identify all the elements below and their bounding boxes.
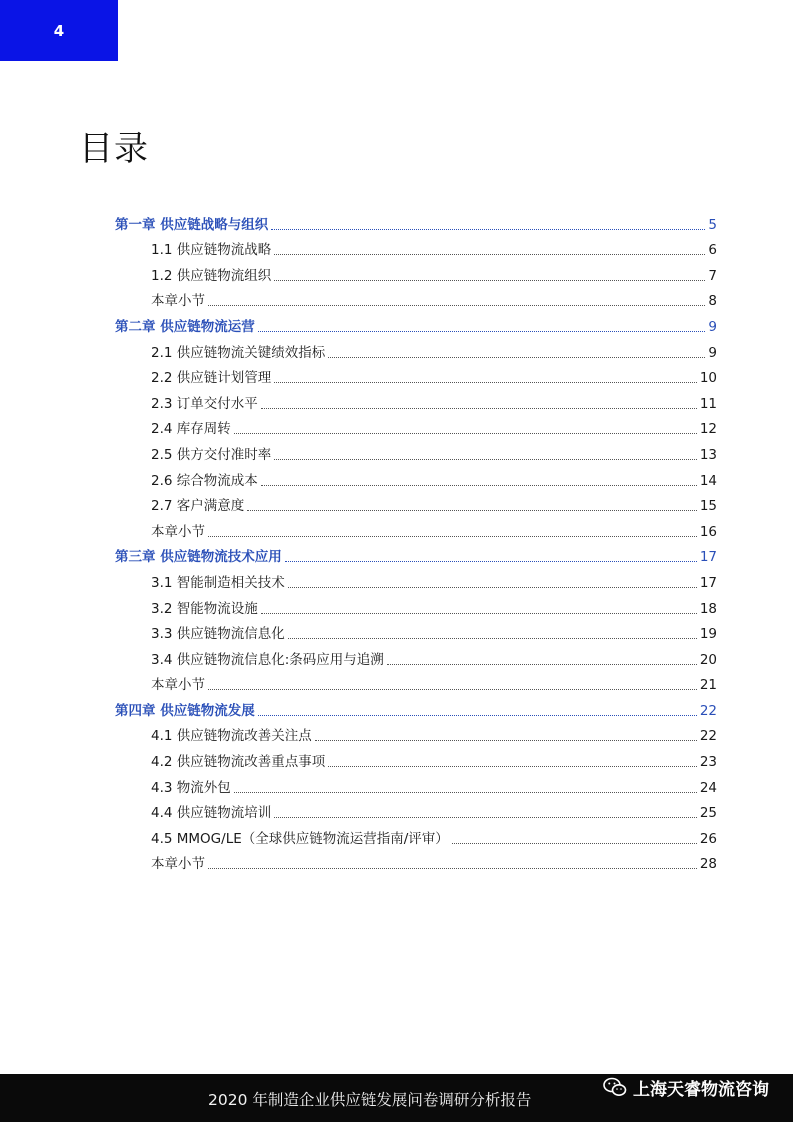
toc-chapter-entry[interactable] (115, 541, 717, 567)
toc-dot-leader (247, 510, 697, 511)
toc-dot-leader (234, 433, 697, 434)
toc-entry-page: 8 (708, 293, 717, 310)
toc-section-entry[interactable] (115, 259, 717, 285)
footer-brand-name: 上海天睿物流咨询 (633, 1079, 769, 1100)
toc-entry-label: 1.2 供应链物流组织 (151, 267, 272, 284)
toc-section-entry[interactable] (115, 515, 717, 541)
table-of-contents (115, 208, 717, 873)
toc-entry-page: 13 (699, 446, 717, 463)
toc-dot-leader (315, 740, 697, 741)
toc-entry-page: 21 (699, 677, 717, 694)
toc-entry-label: 第三章 供应链物流技术应用 (115, 549, 282, 566)
toc-dot-leader (208, 689, 697, 690)
toc-dot-leader (208, 536, 697, 537)
toc-section-entry[interactable] (115, 336, 717, 362)
toc-dot-leader (274, 254, 705, 255)
toc-entry-label: 3.2 智能物流设施 (151, 600, 258, 617)
toc-entry-page: 16 (699, 523, 717, 540)
toc-dot-leader (261, 613, 697, 614)
toc-entry-label: 2.5 供方交付准时率 (151, 446, 272, 463)
toc-section-entry[interactable] (115, 413, 717, 439)
toc-section-entry[interactable] (115, 438, 717, 464)
toc-entry-label: 1.1 供应链物流战略 (151, 242, 272, 259)
toc-entry-page: 20 (699, 651, 717, 668)
toc-entry-page: 9 (708, 344, 717, 361)
toc-dot-leader (274, 459, 697, 460)
toc-section-entry[interactable] (115, 643, 717, 669)
page-number: 4 (53, 21, 65, 40)
toc-entry-page: 5 (708, 216, 717, 233)
toc-chapter-entry[interactable] (115, 694, 717, 720)
footer-bar (0, 1074, 793, 1122)
toc-entry-label: 2.3 订单交付水平 (151, 395, 258, 412)
toc-section-entry[interactable] (115, 490, 717, 516)
footer-report-title: 2020 年制造企业供应链发展问卷调研分析报告 (208, 1091, 532, 1109)
toc-section-entry[interactable] (115, 848, 717, 874)
toc-entry-label: 本章小节 (151, 523, 205, 540)
toc-entry-page: 24 (699, 779, 717, 796)
page-title: 目录 (79, 128, 149, 169)
toc-entry-page: 14 (699, 472, 717, 489)
toc-entry-label: 2.7 客户满意度 (151, 498, 245, 515)
toc-section-entry[interactable] (115, 797, 717, 823)
toc-entry-label: 2.2 供应链计划管理 (151, 370, 272, 387)
toc-section-entry[interactable] (115, 566, 717, 592)
toc-section-entry[interactable] (115, 464, 717, 490)
toc-dot-leader (258, 331, 706, 332)
toc-entry-page: 25 (699, 805, 717, 822)
toc-entry-label: 3.4 供应链物流信息化:条码应用与追溯 (151, 651, 384, 668)
toc-dot-leader (234, 792, 697, 793)
toc-section-entry[interactable] (115, 362, 717, 388)
toc-section-entry[interactable] (115, 618, 717, 644)
toc-entry-page: 22 (699, 728, 717, 745)
toc-entry-page: 9 (708, 318, 717, 335)
toc-entry-label: 本章小节 (151, 856, 205, 873)
toc-entry-page: 23 (699, 754, 717, 771)
toc-dot-leader (288, 638, 697, 639)
toc-dot-leader (274, 280, 705, 281)
toc-dot-leader (387, 664, 697, 665)
toc-section-entry[interactable] (115, 771, 717, 797)
toc-entry-label: 2.4 库存周转 (151, 421, 231, 438)
toc-entry-label: 第四章 供应链物流发展 (115, 702, 255, 719)
wechat-icon (603, 1077, 627, 1097)
toc-dot-leader (328, 357, 705, 358)
toc-entry-page: 22 (699, 702, 717, 719)
toc-section-entry[interactable] (115, 669, 717, 695)
toc-dot-leader (288, 587, 697, 588)
toc-entry-page: 12 (699, 421, 717, 438)
toc-dot-leader (258, 715, 697, 716)
toc-entry-label: 本章小节 (151, 677, 205, 694)
toc-entry-page: 28 (699, 856, 717, 873)
toc-dot-leader (285, 561, 697, 562)
toc-dot-leader (261, 408, 697, 409)
toc-entry-page: 10 (699, 370, 717, 387)
toc-entry-page: 7 (708, 267, 717, 284)
toc-entry-page: 26 (699, 830, 717, 847)
toc-entry-page: 18 (699, 600, 717, 617)
toc-section-entry[interactable] (115, 720, 717, 746)
toc-entry-label: 第一章 供应链战略与组织 (115, 216, 269, 233)
toc-entry-page: 19 (699, 626, 717, 643)
toc-dot-leader (328, 766, 697, 767)
footer-brand (603, 1074, 769, 1100)
toc-entry-label: 2.1 供应链物流关键绩效指标 (151, 344, 326, 361)
toc-entry-label: 4.2 供应链物流改善重点事项 (151, 754, 326, 771)
toc-entry-page: 11 (699, 395, 717, 412)
toc-entry-page: 17 (699, 549, 717, 566)
toc-section-entry[interactable] (115, 592, 717, 618)
toc-entry-label: 4.3 物流外包 (151, 779, 231, 796)
toc-entry-page: 6 (708, 242, 717, 259)
toc-section-entry[interactable] (115, 234, 717, 260)
toc-dot-leader (261, 485, 697, 486)
toc-dot-leader (452, 843, 697, 844)
toc-entry-label: 3.1 智能制造相关技术 (151, 574, 285, 591)
page-number-badge (0, 0, 118, 61)
toc-entry-page: 15 (699, 498, 717, 515)
toc-entry-label: 4.4 供应链物流培训 (151, 805, 272, 822)
toc-section-entry[interactable] (115, 285, 717, 311)
toc-section-entry[interactable] (115, 745, 717, 771)
toc-entry-label: 本章小节 (151, 293, 205, 310)
toc-dot-leader (208, 868, 697, 869)
toc-entry-label: 4.1 供应链物流改善关注点 (151, 728, 312, 745)
toc-dot-leader (208, 305, 705, 306)
toc-dot-leader (271, 229, 705, 230)
toc-entry-label: 3.3 供应链物流信息化 (151, 626, 285, 643)
toc-section-entry[interactable] (115, 822, 717, 848)
toc-dot-leader (274, 382, 697, 383)
toc-chapter-entry[interactable] (115, 310, 717, 336)
toc-section-entry[interactable] (115, 387, 717, 413)
toc-entry-label: 第二章 供应链物流运营 (115, 318, 255, 335)
toc-chapter-entry[interactable] (115, 208, 717, 234)
toc-entry-page: 17 (699, 574, 717, 591)
toc-entry-label: 2.6 综合物流成本 (151, 472, 258, 489)
toc-entry-label: 4.5 MMOG/LE（全球供应链物流运营指南/评审） (151, 830, 449, 847)
toc-dot-leader (274, 817, 697, 818)
